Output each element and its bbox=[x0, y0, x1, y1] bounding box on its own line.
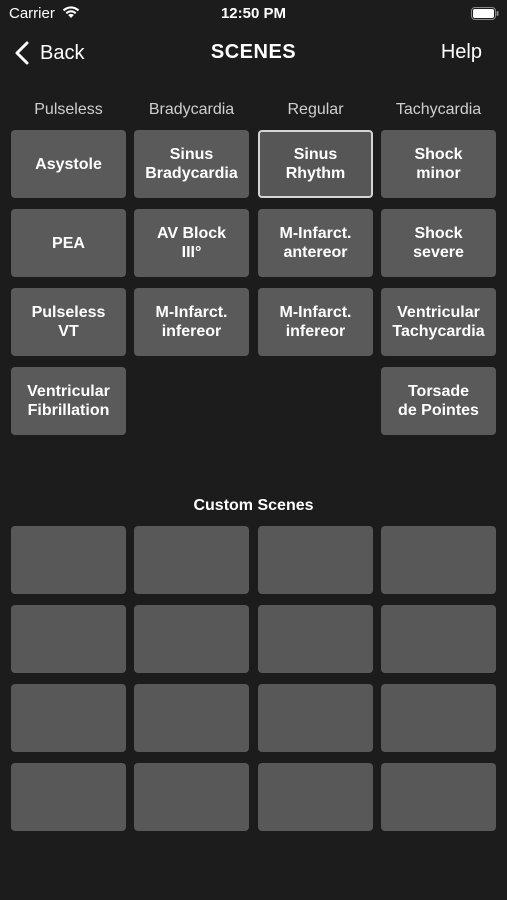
scene-button-ventricular-tachycardia[interactable]: Ventricular Tachycardia bbox=[381, 288, 496, 356]
custom-scene-slot[interactable] bbox=[11, 605, 126, 673]
custom-scene-slot[interactable] bbox=[11, 684, 126, 752]
help-button[interactable]: Help bbox=[440, 41, 482, 63]
scene-button-m-infarct-infereor-1[interactable]: M-Infarct. infereor bbox=[134, 288, 249, 356]
scene-button-pulseless-vt[interactable]: Pulseless VT bbox=[11, 288, 126, 356]
custom-scene-slot[interactable] bbox=[134, 526, 249, 594]
battery-icon bbox=[471, 7, 499, 20]
scene-button-shock-severe[interactable]: Shock severe bbox=[381, 209, 496, 277]
scene-button-sinus-rhythm[interactable]: Sinus Rhythm bbox=[258, 130, 373, 198]
scene-button-m-infarct-infereor-2[interactable]: M-Infarct. infereor bbox=[258, 288, 373, 356]
custom-scene-slot[interactable] bbox=[134, 605, 249, 673]
custom-scene-slot[interactable] bbox=[381, 763, 496, 831]
custom-scene-slot[interactable] bbox=[134, 763, 249, 831]
page-title: SCENES bbox=[210, 41, 297, 63]
nav-bar bbox=[0, 30, 507, 76]
custom-scenes-title: Custom Scenes bbox=[193, 497, 314, 514]
category-header-bradycardia: Bradycardia bbox=[148, 101, 235, 118]
custom-scene-slot[interactable] bbox=[11, 763, 126, 831]
scene-button-ventricular-fibrillation[interactable]: Ventricular Fibrillation bbox=[11, 367, 126, 435]
scene-button-shock-minor[interactable]: Shock minor bbox=[381, 130, 496, 198]
scene-button-asystole[interactable]: Asystole bbox=[11, 130, 126, 198]
status-bar bbox=[0, 0, 507, 28]
custom-scene-slot[interactable] bbox=[381, 526, 496, 594]
back-label: Back bbox=[40, 41, 85, 64]
custom-scene-slot[interactable] bbox=[11, 526, 126, 594]
scene-button-av-block[interactable]: AV Block III° bbox=[134, 209, 249, 277]
custom-scene-slot[interactable] bbox=[134, 684, 249, 752]
status-time: 12:50 PM bbox=[220, 5, 287, 22]
custom-scene-slot[interactable] bbox=[258, 763, 373, 831]
scene-button-pea[interactable]: PEA bbox=[11, 209, 126, 277]
category-header-regular: Regular bbox=[287, 101, 344, 118]
category-header-tachycardia: Tachycardia bbox=[395, 101, 482, 118]
custom-scene-slot[interactable] bbox=[381, 684, 496, 752]
custom-scene-slot[interactable] bbox=[381, 605, 496, 673]
scene-button-sinus-bradycardia[interactable]: Sinus Bradycardia bbox=[134, 130, 249, 198]
scene-button-torsade-de-pointes[interactable]: Torsade de Pointes bbox=[381, 367, 496, 435]
category-header-pulseless: Pulseless bbox=[34, 101, 103, 118]
carrier-label: Carrier bbox=[9, 5, 55, 22]
scene-button-m-infarct-antereor[interactable]: M-Infarct. antereor bbox=[258, 209, 373, 277]
custom-scene-slot[interactable] bbox=[258, 684, 373, 752]
custom-scene-slot[interactable] bbox=[258, 526, 373, 594]
custom-scene-slot[interactable] bbox=[258, 605, 373, 673]
